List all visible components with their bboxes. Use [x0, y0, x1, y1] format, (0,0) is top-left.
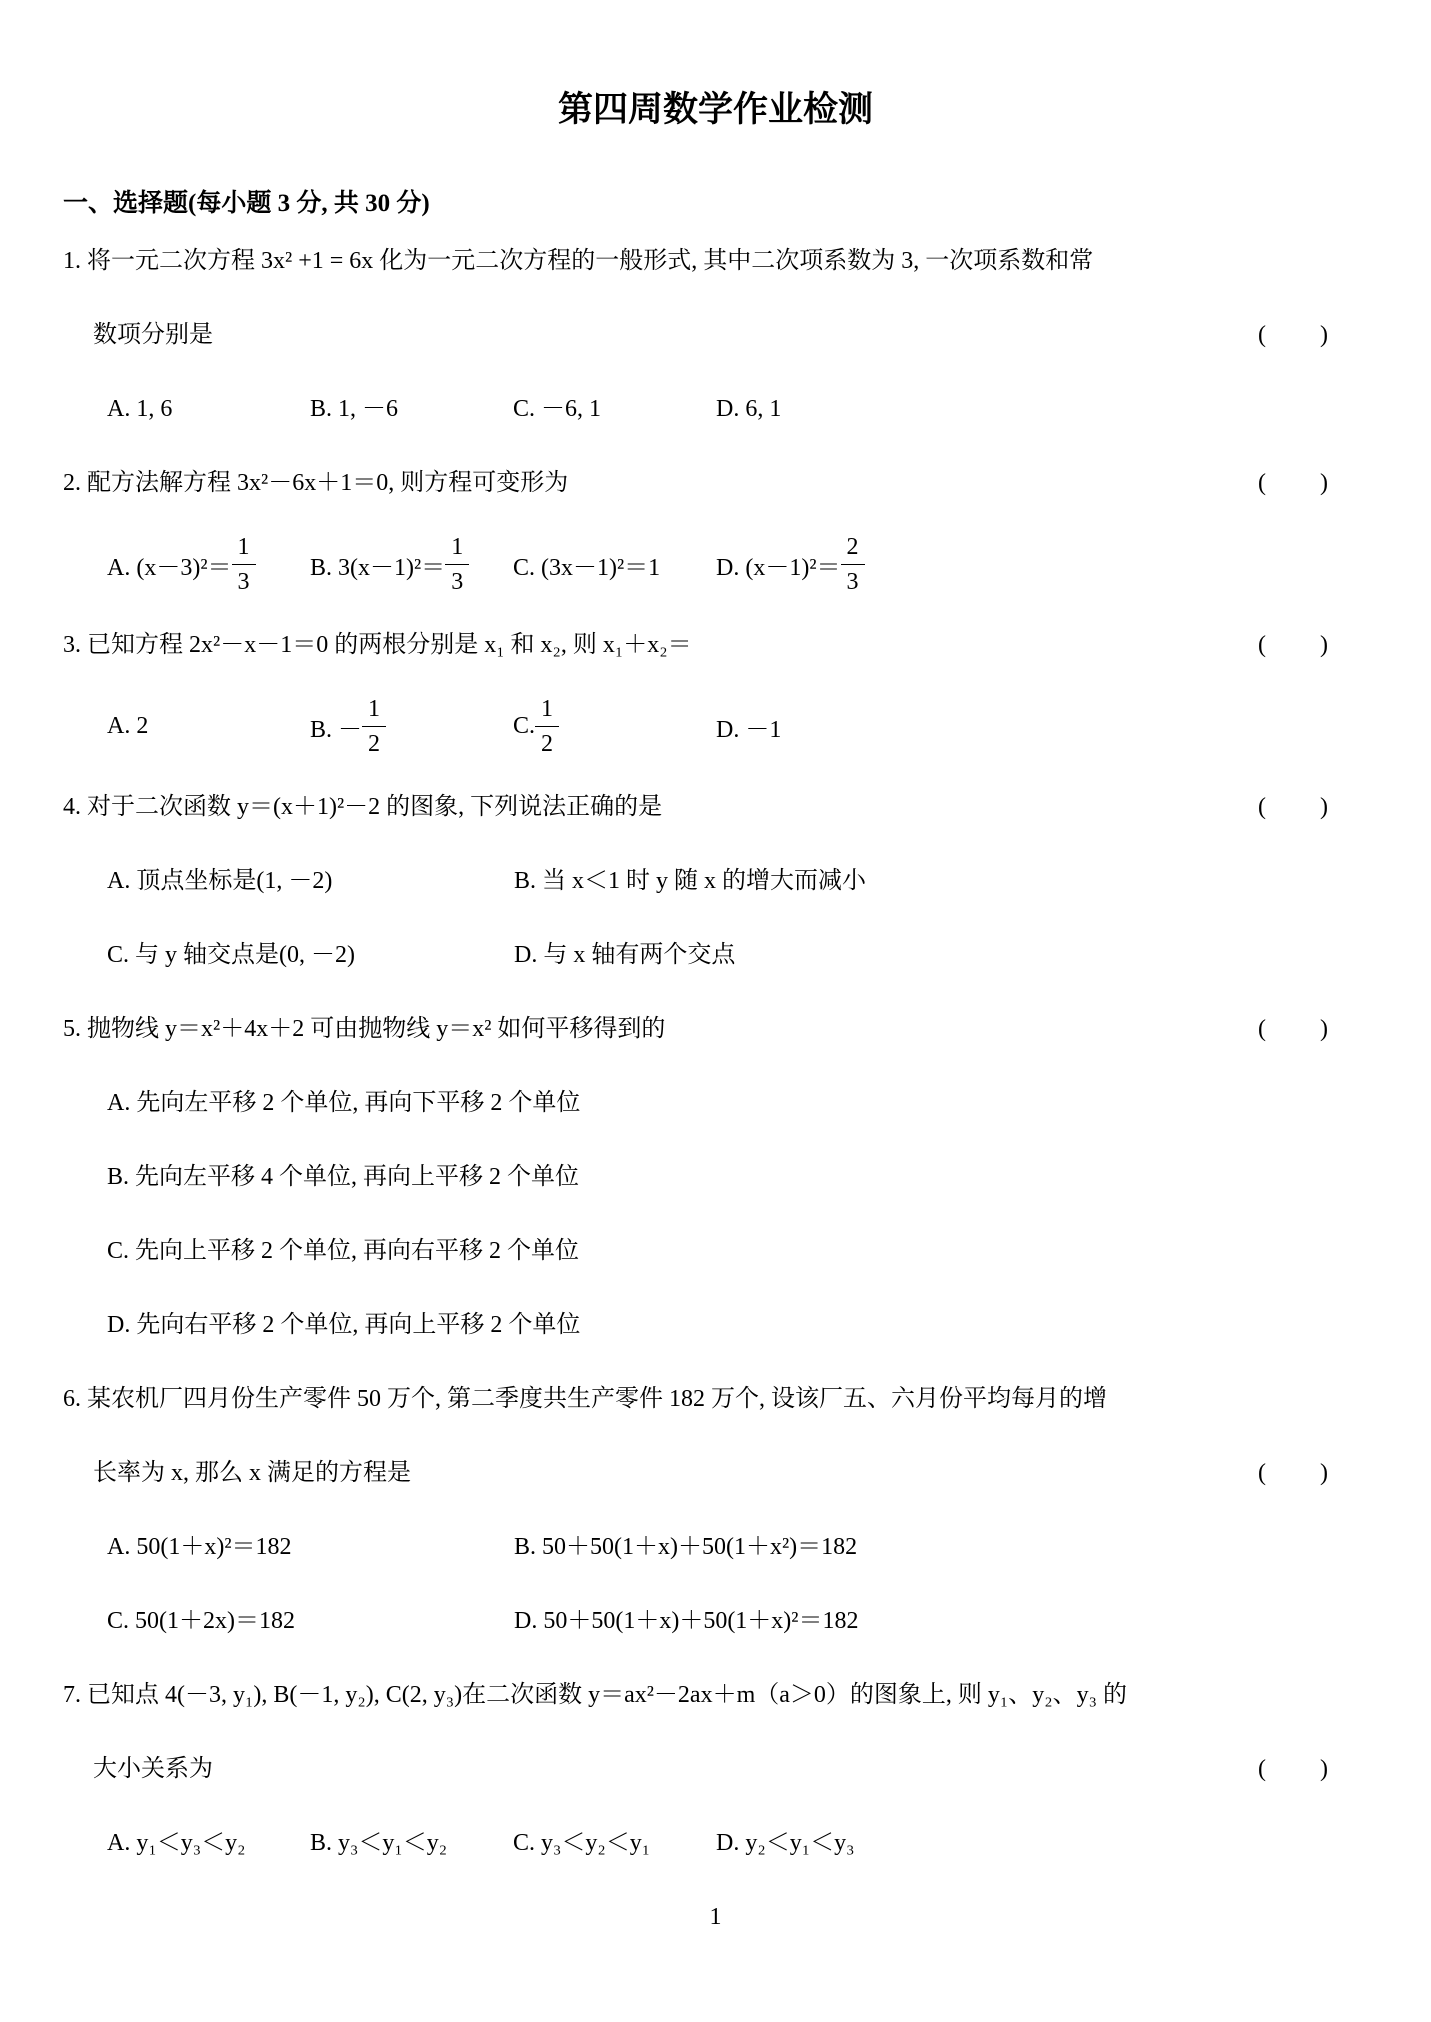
q1-option-d: D. 6, 1	[716, 396, 782, 422]
q5-option-d: D. 先向右平移 2 个单位, 再向上平移 2 个单位	[107, 1312, 581, 1338]
question-7	[63, 1658, 1368, 1880]
q6-stem-text-1: 6. 某农机厂四月份生产零件 50 万个, 第二季度共生产零件 182 万个, 设该厂五、六月份平均每月的增	[63, 1386, 1107, 1412]
q2-option-b-numerator: 1	[445, 532, 469, 565]
q3-option-d: D. －1	[716, 716, 782, 743]
q7-stem-line2	[63, 1732, 1368, 1806]
q2-option-b-denominator: 3	[451, 568, 464, 595]
q1-stem-line1	[63, 224, 1368, 298]
q3-option-c-pre: C.	[513, 712, 536, 739]
q3-option-c-numerator: 1	[535, 694, 559, 727]
q4-option-b: B. 当 x＜1 时 y 随 x 的增大而减小	[514, 868, 867, 894]
q2-option-b	[310, 532, 513, 597]
page-number: 1	[709, 1904, 722, 1930]
q3-option-b	[310, 694, 513, 759]
q2-option-d-fraction	[841, 532, 865, 597]
q3-option-b-denominator: 2	[368, 730, 381, 757]
q5-answer-slot: ( )	[1258, 1016, 1330, 1042]
q2-option-d-numerator: 2	[841, 532, 865, 565]
q7-stem-text-2: 大小关系为	[93, 1756, 213, 1782]
q2-options	[63, 520, 1368, 608]
question-3	[63, 608, 1368, 770]
q4-options-row2	[63, 918, 1368, 992]
q2-option-a	[107, 532, 310, 597]
q4-stem-line	[63, 770, 1368, 844]
q2-answer-slot: ( )	[1258, 470, 1330, 496]
q6-stem-text-2: 长率为 x, 那么 x 满足的方程是	[93, 1460, 411, 1486]
q3-option-c	[513, 694, 716, 759]
q3-option-c-fraction	[535, 694, 559, 759]
q4-stem-text: 4. 对于二次函数 y＝(x＋1)²－2 的图象, 下列说法正确的是	[63, 794, 663, 820]
q1-answer-slot: ( )	[1258, 322, 1330, 348]
q3-options	[63, 682, 1368, 770]
q6-options-row2	[63, 1584, 1368, 1658]
q2-option-c: C. (3x－1)²＝1	[513, 554, 661, 581]
question-6	[63, 1362, 1368, 1658]
q5-option-b-row	[63, 1140, 1368, 1214]
q7-option-a: A. y₁＜y₃＜y₂	[107, 1830, 246, 1856]
q2-option-a-denominator: 3	[237, 568, 250, 595]
q6-stem-line2	[63, 1436, 1368, 1510]
q2-option-d	[716, 532, 1368, 597]
q2-option-d-pre: D. (x－1)²＝	[716, 554, 841, 581]
question-4	[63, 770, 1368, 992]
q6-options-row1	[63, 1510, 1368, 1584]
q6-option-b: B. 50＋50(1＋x)＋50(1＋x²)＝182	[514, 1534, 858, 1560]
q4-option-d: D. 与 x 轴有两个交点	[514, 942, 736, 968]
q4-answer-slot: ( )	[1258, 794, 1330, 820]
q1-options	[63, 372, 1368, 446]
q7-options	[63, 1806, 1368, 1880]
q2-option-b-pre: B. 3(x－1)²＝	[310, 554, 446, 581]
q3-stem-line	[63, 608, 1368, 682]
q5-option-c: C. 先向上平移 2 个单位, 再向右平移 2 个单位	[107, 1238, 580, 1264]
q3-option-b-numerator: 1	[362, 694, 386, 727]
q1-stem-line2	[63, 298, 1368, 372]
q2-stem-line	[63, 446, 1368, 520]
q1-stem-text-1: 1. 将一元二次方程 3x² +1 = 6x 化为一元二次方程的一般形式, 其中二次项系数为 3, 一次项系数和常	[63, 248, 1094, 274]
q3-option-a: A. 2	[107, 712, 149, 739]
section-heading: 一、选择题(每小题 3 分, 共 30 分)	[63, 190, 430, 217]
q4-options-row1	[63, 844, 1368, 918]
q2-option-d-denominator: 3	[846, 568, 859, 595]
q1-option-b: B. 1, －6	[310, 396, 399, 422]
q2-option-b-fraction	[445, 532, 469, 597]
q5-option-b: B. 先向左平移 4 个单位, 再向上平移 2 个单位	[107, 1164, 580, 1190]
q5-option-a: A. 先向左平移 2 个单位, 再向下平移 2 个单位	[107, 1090, 581, 1116]
q5-option-d-row	[63, 1288, 1368, 1362]
question-5	[63, 992, 1368, 1362]
q7-option-c: C. y₃＜y₂＜y₁	[513, 1830, 651, 1856]
q1-option-c: C. －6, 1	[513, 396, 602, 422]
q2-stem-text: 2. 配方法解方程 3x²－6x＋1＝0, 则方程可变形为	[63, 470, 569, 496]
q7-option-d: D. y₂＜y₁＜y₃	[716, 1830, 855, 1856]
q5-option-a-row	[63, 1066, 1368, 1140]
q3-stem-text: 3. 已知方程 2x²－x－1＝0 的两根分别是 x₁ 和 x₂, 则 x₁＋x₂＝	[63, 632, 692, 658]
q4-option-a: A. 顶点坐标是(1, －2)	[107, 868, 333, 894]
q6-stem-line1	[63, 1362, 1368, 1436]
q5-option-c-row	[63, 1214, 1368, 1288]
q7-answer-slot: ( )	[1258, 1756, 1330, 1782]
q3-option-b-fraction	[362, 694, 386, 759]
q2-option-a-numerator: 1	[232, 532, 256, 565]
q6-option-a: A. 50(1＋x)²＝182	[107, 1534, 292, 1560]
question-2	[63, 446, 1368, 608]
q1-option-a: A. 1, 6	[107, 396, 173, 422]
q2-option-a-pre: A. (x－3)²＝	[107, 554, 232, 581]
q7-stem-line1	[63, 1658, 1368, 1732]
q6-answer-slot: ( )	[1258, 1460, 1330, 1486]
q3-option-b-pre: B. －	[310, 716, 363, 743]
q6-option-c: C. 50(1＋2x)＝182	[107, 1608, 295, 1634]
q3-option-c-denominator: 2	[541, 730, 554, 757]
q6-option-d: D. 50＋50(1＋x)＋50(1＋x)²＝182	[514, 1608, 859, 1634]
question-1	[63, 224, 1368, 446]
q3-answer-slot: ( )	[1258, 632, 1330, 658]
q5-stem-line	[63, 992, 1368, 1066]
q2-option-a-fraction	[232, 532, 256, 597]
q7-stem-text-1: 7. 已知点 4(－3, y₁), B(－1, y₂), C(2, y₃)在二次函数 y＝ax²－2ax＋m（a＞0）的图象上, 则 y₁、y₂、y₃ 的	[63, 1682, 1127, 1708]
q1-stem-text-2: 数项分别是	[93, 322, 213, 348]
q4-option-c: C. 与 y 轴交点是(0, －2)	[107, 942, 355, 968]
q5-stem-text: 5. 抛物线 y＝x²＋4x＋2 可由抛物线 y＝x² 如何平移得到的	[63, 1016, 666, 1042]
q7-option-b: B. y₃＜y₁＜y₂	[310, 1830, 448, 1856]
page-title: 第四周数学作业检测	[557, 90, 873, 129]
